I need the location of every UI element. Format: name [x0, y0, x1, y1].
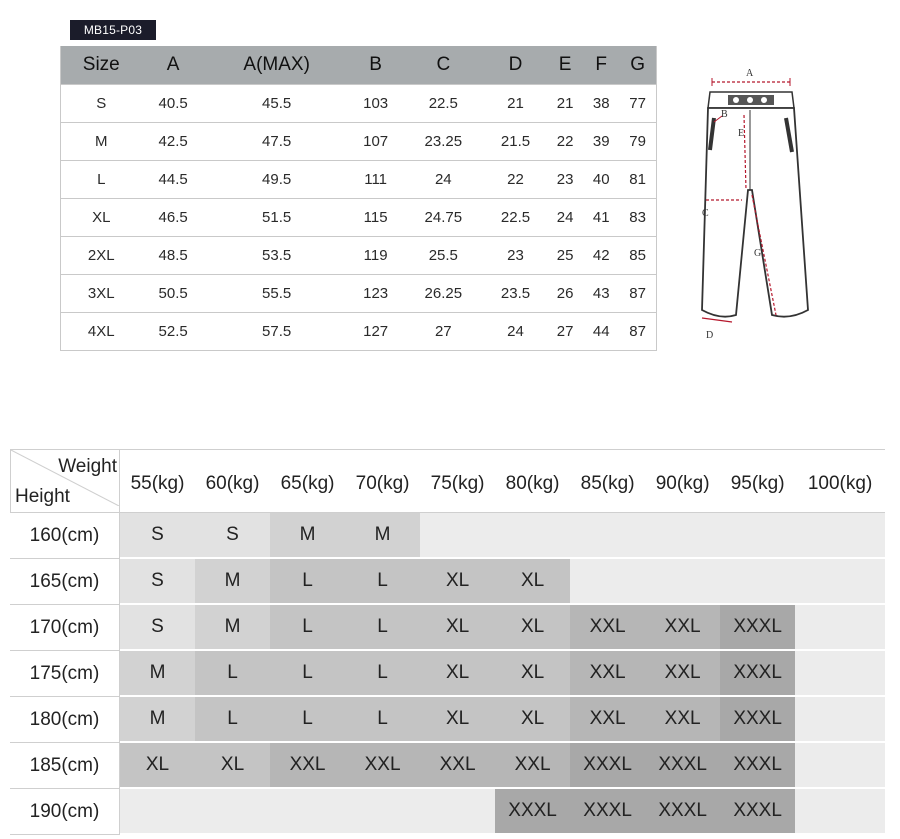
size-table-row [61, 313, 657, 351]
size-recommendation-cell [645, 513, 720, 559]
size-measure-cell: 23 [484, 237, 547, 275]
size-table-row [61, 85, 657, 123]
size-measure-cell: 87 [619, 275, 656, 313]
size-recommendation-cell [795, 605, 885, 651]
weight-header-cell: 80(kg) [495, 449, 570, 513]
size-measure-cell: 50.5 [142, 275, 205, 313]
size-measure-cell: 51.5 [205, 199, 349, 237]
size-recommendation-cell [570, 513, 645, 559]
weight-header-cell: 75(kg) [420, 449, 495, 513]
size-recommendation-cell: XXXL [720, 605, 795, 651]
size-measure-cell: 40 [583, 161, 619, 199]
height-row [10, 789, 885, 835]
size-measure-cell: 24 [547, 199, 583, 237]
size-recommendation-cell: XXXL [720, 651, 795, 697]
size-recommendation-cell: XL [420, 605, 495, 651]
size-measure-cell: 46.5 [142, 199, 205, 237]
size-label-cell: S [61, 85, 142, 123]
size-recommendation-cell: M [345, 513, 420, 559]
size-recommendation-cell: L [345, 559, 420, 605]
chart-corner [10, 449, 120, 513]
size-measure-cell: 23.5 [484, 275, 547, 313]
size-recommendation-cell: XXXL [570, 789, 645, 835]
size-measure-cell: 103 [349, 85, 403, 123]
size-header-a-max: A(MAX) [205, 46, 349, 85]
size-label-cell: 2XL [61, 237, 142, 275]
size-recommendation-cell: S [120, 559, 195, 605]
size-measure-cell: 49.5 [205, 161, 349, 199]
size-measure-cell: 39 [583, 123, 619, 161]
size-measure-cell: 83 [619, 199, 656, 237]
size-table-header-row [61, 46, 657, 85]
size-recommendation-cell: S [120, 513, 195, 559]
diagram-label-e: E [738, 128, 745, 139]
size-recommendation-cell: XL [420, 651, 495, 697]
size-label-cell: L [61, 161, 142, 199]
size-recommendation-cell [420, 513, 495, 559]
size-measure-cell: 21 [484, 85, 547, 123]
size-recommendation-cell: XL [120, 743, 195, 789]
height-label: Height [15, 486, 70, 507]
size-measurement-table [60, 46, 657, 351]
size-recommendation-cell: L [270, 559, 345, 605]
size-label-cell: 4XL [61, 313, 142, 351]
size-recommendation-cell: L [195, 651, 270, 697]
diagram-label-c: C [702, 208, 709, 219]
height-row [10, 513, 885, 559]
size-table-body [61, 85, 657, 351]
weight-header-cell: 95(kg) [720, 449, 795, 513]
diagram-label-b: B [721, 109, 728, 120]
size-measure-cell: 24 [403, 161, 484, 199]
size-recommendation-cell [570, 559, 645, 605]
size-recommendation-cell: XXXL [570, 743, 645, 789]
size-recommendation-cell: XXXL [645, 743, 720, 789]
size-measure-cell: 52.5 [142, 313, 205, 351]
size-recommendation-cell: XXL [495, 743, 570, 789]
size-measure-cell: 26.25 [403, 275, 484, 313]
weight-header-cell: 60(kg) [195, 449, 270, 513]
size-recommendation-cell: XL [420, 559, 495, 605]
size-recommendation-cell: XL [420, 697, 495, 743]
size-recommendation-cell [270, 789, 345, 835]
size-measure-cell: 22 [547, 123, 583, 161]
weight-header-cell: 90(kg) [645, 449, 720, 513]
size-recommendation-cell [795, 697, 885, 743]
size-recommendation-cell: M [195, 559, 270, 605]
size-table-row [61, 161, 657, 199]
size-measure-cell: 21.5 [484, 123, 547, 161]
diagram-label-a: A [746, 68, 754, 79]
size-header-f: F [583, 46, 619, 85]
size-measure-cell: 48.5 [142, 237, 205, 275]
size-label-cell: M [61, 123, 142, 161]
size-measure-cell: 24 [484, 313, 547, 351]
size-measure-cell: 87 [619, 313, 656, 351]
height-row [10, 697, 885, 743]
size-measure-cell: 115 [349, 199, 403, 237]
size-recommendation-cell [720, 559, 795, 605]
size-measure-cell: 45.5 [205, 85, 349, 123]
height-row [10, 651, 885, 697]
size-recommendation-cell: XXL [420, 743, 495, 789]
weight-header-cell: 70(kg) [345, 449, 420, 513]
height-row [10, 605, 885, 651]
size-recommendation-cell: L [195, 697, 270, 743]
size-recommendation-cell: XXL [645, 651, 720, 697]
size-recommendation-cell [495, 513, 570, 559]
size-recommendation-cell: XL [495, 697, 570, 743]
size-measure-cell: 25.5 [403, 237, 484, 275]
size-recommendation-cell: XXXL [720, 743, 795, 789]
size-recommendation-cell: M [120, 651, 195, 697]
size-recommendation-cell [195, 789, 270, 835]
size-measure-cell: 24.75 [403, 199, 484, 237]
height-label-cell: 180(cm) [10, 697, 120, 743]
size-recommendation-cell: L [270, 605, 345, 651]
size-recommendation-cell [795, 789, 885, 835]
height-label-cell: 185(cm) [10, 743, 120, 789]
size-measure-cell: 44.5 [142, 161, 205, 199]
size-header-b: B [349, 46, 403, 85]
size-recommendation-cell [720, 513, 795, 559]
size-header-a: A [142, 46, 205, 85]
diagram-label-g: G [754, 248, 762, 259]
size-recommendation-cell: XL [495, 605, 570, 651]
pants-diagram [680, 60, 820, 350]
size-recommendation-cell: XXL [570, 697, 645, 743]
size-measure-cell: 40.5 [142, 85, 205, 123]
height-label-cell: 190(cm) [10, 789, 120, 835]
size-recommendation-cell: XXXL [720, 789, 795, 835]
size-measure-cell: 111 [349, 161, 403, 199]
size-measure-cell: 119 [349, 237, 403, 275]
weight-height-size-chart [10, 449, 885, 835]
weight-header-row [10, 449, 885, 513]
height-label-cell: 175(cm) [10, 651, 120, 697]
size-measure-cell: 123 [349, 275, 403, 313]
size-recommendation-cell [420, 789, 495, 835]
size-measure-cell: 107 [349, 123, 403, 161]
size-recommendation-cell: S [195, 513, 270, 559]
size-measure-cell: 22.5 [484, 199, 547, 237]
size-table-row [61, 237, 657, 275]
size-recommendation-cell: L [270, 697, 345, 743]
size-measure-cell: 41 [583, 199, 619, 237]
size-recommendation-cell [795, 651, 885, 697]
size-measure-cell: 53.5 [205, 237, 349, 275]
size-recommendation-cell: XXL [270, 743, 345, 789]
weight-header-cell: 100(kg) [795, 449, 885, 513]
size-table-row [61, 123, 657, 161]
size-recommendation-cell: M [120, 697, 195, 743]
weight-height-body [10, 513, 885, 835]
weight-header-cell: 85(kg) [570, 449, 645, 513]
size-label-cell: 3XL [61, 275, 142, 313]
size-measure-cell: 57.5 [205, 313, 349, 351]
size-measure-cell: 27 [403, 313, 484, 351]
size-recommendation-cell: XXXL [720, 697, 795, 743]
weight-label: Weight [58, 456, 117, 477]
size-measure-cell: 22 [484, 161, 547, 199]
size-recommendation-cell [120, 789, 195, 835]
height-label-cell: 160(cm) [10, 513, 120, 559]
size-measure-cell: 22.5 [403, 85, 484, 123]
size-measure-cell: 23.25 [403, 123, 484, 161]
size-measure-cell: 127 [349, 313, 403, 351]
size-recommendation-cell: XXL [570, 651, 645, 697]
size-table-row [61, 199, 657, 237]
size-recommendation-cell [795, 513, 885, 559]
size-measure-cell: 43 [583, 275, 619, 313]
size-measure-cell: 38 [583, 85, 619, 123]
size-recommendation-cell: XXL [345, 743, 420, 789]
height-label-cell: 165(cm) [10, 559, 120, 605]
size-recommendation-cell: M [270, 513, 345, 559]
size-measure-cell: 42 [583, 237, 619, 275]
size-recommendation-cell: XL [195, 743, 270, 789]
size-measure-cell: 81 [619, 161, 656, 199]
size-recommendation-cell: L [270, 651, 345, 697]
height-row [10, 743, 885, 789]
size-recommendation-cell: XXXL [645, 789, 720, 835]
size-recommendation-cell: M [195, 605, 270, 651]
size-measure-cell: 55.5 [205, 275, 349, 313]
size-recommendation-cell [795, 559, 885, 605]
size-recommendation-cell: XXL [645, 605, 720, 651]
size-recommendation-cell: S [120, 605, 195, 651]
size-recommendation-cell [345, 789, 420, 835]
size-measure-cell: 27 [547, 313, 583, 351]
height-row [10, 559, 885, 605]
size-recommendation-cell: L [345, 697, 420, 743]
size-recommendation-cell: XXXL [495, 789, 570, 835]
product-code-badge: MB15-P03 [70, 20, 156, 40]
size-recommendation-cell: XL [495, 651, 570, 697]
size-recommendation-cell: XL [495, 559, 570, 605]
size-header-d: D [484, 46, 547, 85]
diagram-label-d: D [706, 330, 714, 341]
weight-header-cell: 55(kg) [120, 449, 195, 513]
size-measure-cell: 21 [547, 85, 583, 123]
size-recommendation-cell: XXL [570, 605, 645, 651]
weight-header-cell: 65(kg) [270, 449, 345, 513]
size-recommendation-cell [645, 559, 720, 605]
size-recommendation-cell: L [345, 651, 420, 697]
size-measure-cell: 25 [547, 237, 583, 275]
size-recommendation-cell [795, 743, 885, 789]
size-measure-cell: 77 [619, 85, 656, 123]
size-header-c: C [403, 46, 484, 85]
size-measure-cell: 26 [547, 275, 583, 313]
size-measure-cell: 23 [547, 161, 583, 199]
height-label-cell: 170(cm) [10, 605, 120, 651]
size-measure-cell: 44 [583, 313, 619, 351]
size-recommendation-cell: XXL [645, 697, 720, 743]
size-header-e: E [547, 46, 583, 85]
size-measure-cell: 79 [619, 123, 656, 161]
size-table-row [61, 275, 657, 313]
size-header-size: Size [61, 46, 142, 85]
size-measure-cell: 47.5 [205, 123, 349, 161]
size-recommendation-cell: L [345, 605, 420, 651]
size-measure-cell: 42.5 [142, 123, 205, 161]
size-measure-cell: 85 [619, 237, 656, 275]
size-label-cell: XL [61, 199, 142, 237]
size-header-g: G [619, 46, 656, 85]
